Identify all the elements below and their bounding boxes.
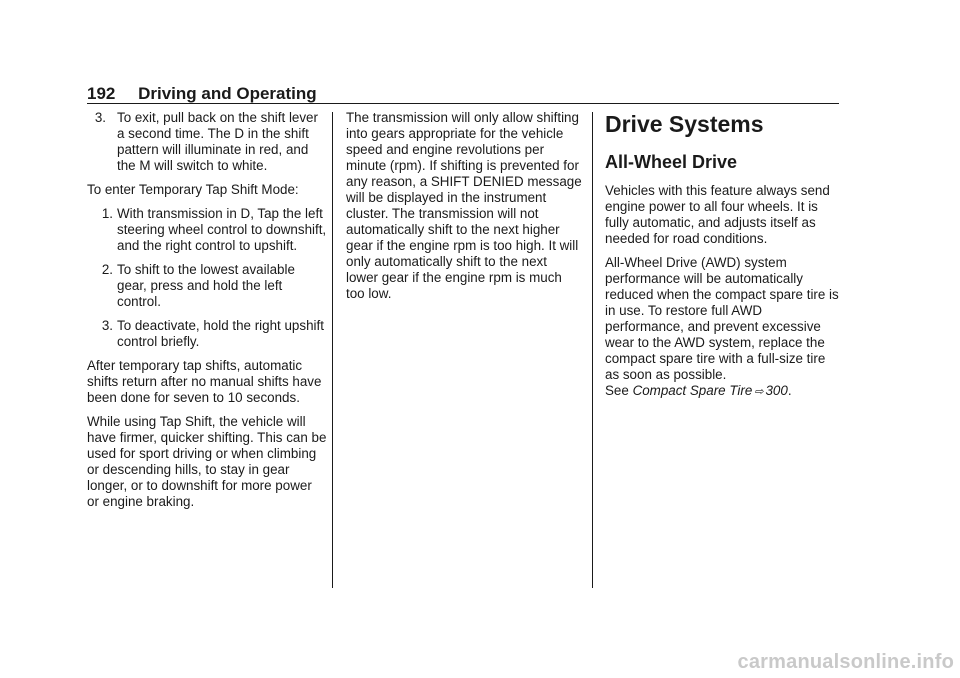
- awd-spare-text: All-Wheel Drive (AWD) system performance will be automatically reduced when the compact spare tire is in use. To restore full AWD performance, and prevent excessive wear to the AWD system, replace the compact spare tire with a full-size tire as soon as possible.: [605, 255, 839, 382]
- step-text: To deactivate, hold the right upshift control briefly.: [117, 318, 324, 349]
- heading-all-wheel-drive: All-Wheel Drive: [605, 152, 738, 172]
- list-item: [87, 318, 327, 350]
- see-label: See: [605, 383, 629, 398]
- page-reference-arrow-icon: ⇨: [754, 386, 764, 398]
- step-list-tap-shift: [87, 206, 327, 350]
- tap-shift-intro: To enter Temporary Tap Shift Mode:: [87, 182, 299, 197]
- list-item: [87, 206, 327, 254]
- xref-compact-spare-tire[interactable]: [633, 383, 788, 398]
- heading-drive-systems: Drive Systems: [605, 111, 764, 137]
- xref-title: Compact Spare Tire: [632, 383, 753, 398]
- section-title: Driving and Operating: [138, 84, 317, 103]
- step-text: To exit, pull back on the shift lever a second time. The D in the shift pattern will illuminate in red, and the M will switch to white.: [117, 110, 318, 173]
- step-text: With transmission in D, Tap the left steering wheel control to downshift, and the right control to upshift.: [117, 206, 327, 253]
- step-number: 3.: [94, 110, 106, 125]
- column-divider-right: [592, 112, 593, 588]
- column-3: [605, 110, 841, 408]
- watermark: carmanualsonline.info: [737, 651, 954, 673]
- header-rule: [87, 103, 839, 104]
- column-2: [346, 110, 582, 310]
- xref-page: 300: [765, 383, 788, 398]
- column-divider-left: [332, 112, 333, 588]
- list-item: [87, 262, 327, 310]
- paragraph-awd-spare: [605, 255, 841, 400]
- step-list-exit: [87, 110, 327, 174]
- paragraph-auto-return: After temporary tap shifts, automatic shifts return after no manual shifts have been done for seven to 10 seconds.: [87, 358, 322, 405]
- step-number: 2.: [101, 262, 113, 277]
- step-text: To shift to the lowest available gear, press and hold the left control.: [117, 262, 295, 309]
- paragraph-tap-shift-use: While using Tap Shift, the vehicle will have firmer, quicker shifting. This can be used for sport driving or when climbing or descending hills, to stay in gear longer, or to downshift for more power or engine braking.: [87, 414, 327, 509]
- page-header: [87, 84, 317, 104]
- step-number: 3.: [101, 318, 113, 333]
- column-1: [87, 110, 327, 518]
- page-number: 192: [87, 84, 116, 103]
- xref-period: .: [787, 383, 792, 398]
- list-item: [87, 110, 327, 174]
- paragraph-shift-denied: The transmission will only allow shifting into gears appropriate for the vehicle speed and engine revolutions per minute (rpm). If shifting is prevented for any reason, a SHIFT DENIED message will be displayed in the instrument cluster. The transmission will not automatically shift to the next higher gear if the engine rpm is too high. It will only automatically shift to the next lower gear if the engine rpm is much too low.: [346, 110, 582, 301]
- paragraph-awd-intro: Vehicles with this feature always send engine power to all four wheels. It is fully automatic, and adjusts itself as needed for road conditions.: [605, 183, 830, 246]
- step-number: 1.: [101, 206, 113, 221]
